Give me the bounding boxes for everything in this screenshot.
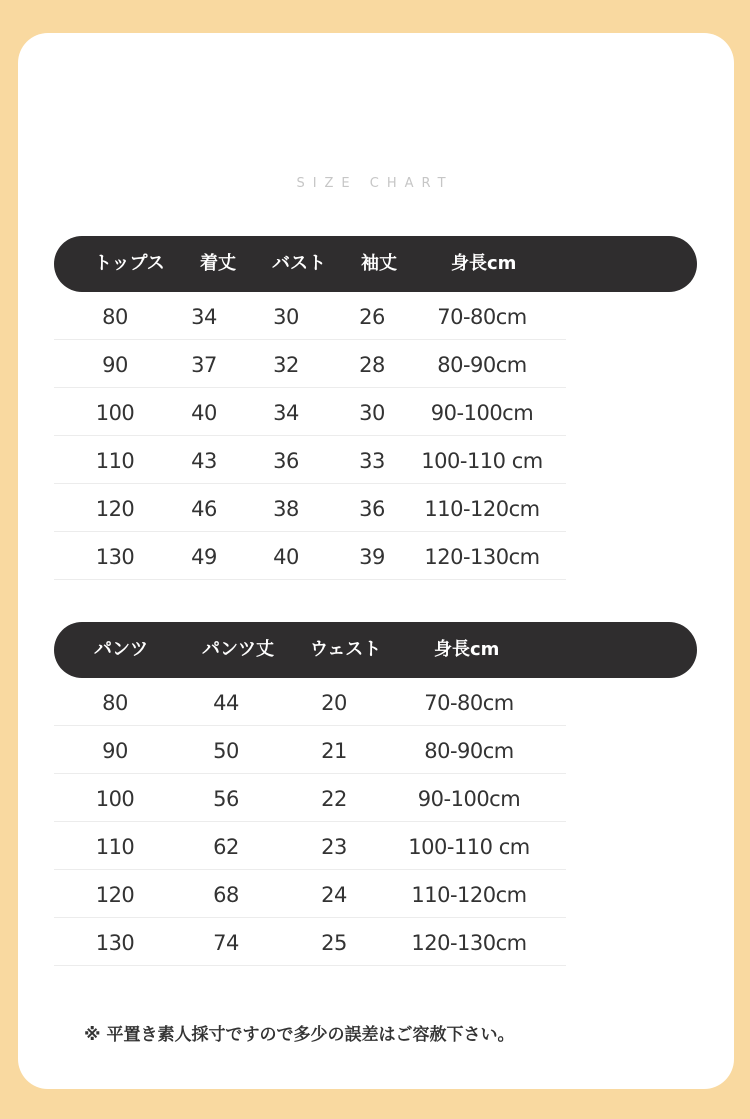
pants-cell-size: 110 (95, 835, 135, 859)
pants-cell-length: 56 (213, 787, 239, 811)
tops-header-length: 着丈 (200, 253, 236, 274)
pants-cell-waist: 20 (321, 691, 347, 715)
pants-cell-size: 90 (102, 739, 128, 763)
pants-cell-size: 130 (95, 931, 135, 955)
tops-cell-bust: 32 (273, 353, 299, 377)
tops-cell-bust: 34 (273, 401, 299, 425)
tops-cell-sleeve: 26 (359, 305, 385, 329)
table-row (54, 292, 697, 340)
table-row (54, 918, 697, 966)
pants-cell-height: 70-80cm (424, 691, 514, 715)
tops-header-row (54, 236, 697, 292)
pants-header-size: パンツ (94, 639, 148, 660)
pants-cell-waist: 25 (321, 931, 347, 955)
tops-cell-size: 100 (95, 401, 135, 425)
pants-cell-size: 80 (102, 691, 128, 715)
tops-cell-height: 80-90cm (437, 353, 527, 377)
tops-cell-height: 90-100cm (430, 401, 534, 425)
tops-cell-size: 80 (102, 305, 128, 329)
pants-header-row (54, 622, 697, 678)
pants-cell-size: 120 (95, 883, 135, 907)
pants-cell-length: 68 (213, 883, 239, 907)
pants-cell-size: 100 (95, 787, 135, 811)
tops-size-table (54, 236, 697, 580)
tops-header-bust: バスト (272, 253, 326, 274)
size-chart-subtitle: SIZE CHART (296, 176, 454, 191)
table-row (54, 484, 697, 532)
pants-cell-waist: 23 (321, 835, 347, 859)
tops-cell-height: 70-80cm (437, 305, 527, 329)
table-row (54, 388, 697, 436)
pants-header-waist: ウェスト (310, 639, 382, 660)
table-row (54, 340, 697, 388)
tops-cell-sleeve: 28 (359, 353, 385, 377)
pants-cell-length: 74 (213, 931, 239, 955)
tops-cell-length: 40 (191, 401, 217, 425)
tops-cell-length: 43 (191, 449, 217, 473)
table-row (54, 822, 697, 870)
tops-cell-height: 120-130cm (424, 545, 540, 569)
pants-cell-height: 90-100cm (417, 787, 521, 811)
pants-cell-length: 62 (213, 835, 239, 859)
measurement-note: ※ 平置き素人採寸ですので多少の誤差はご容赦下さい。 (84, 1025, 515, 1045)
tops-cell-length: 46 (191, 497, 217, 521)
pants-cell-height: 120-130cm (411, 931, 527, 955)
tops-cell-sleeve: 39 (359, 545, 385, 569)
pants-cell-height: 80-90cm (424, 739, 514, 763)
tops-cell-length: 34 (191, 305, 217, 329)
table-row (54, 870, 697, 918)
pants-header-height: 身長cm (434, 639, 500, 660)
tops-cell-height: 110-120cm (424, 497, 540, 521)
tops-header-size: トップス (94, 253, 165, 274)
pants-header-length: パンツ丈 (202, 639, 274, 660)
pants-cell-waist: 22 (321, 787, 347, 811)
tops-cell-size: 130 (95, 545, 135, 569)
tops-cell-sleeve: 36 (359, 497, 385, 521)
tops-cell-bust: 38 (273, 497, 299, 521)
tops-header-sleeve: 袖丈 (361, 253, 397, 274)
table-row (54, 436, 697, 484)
pants-cell-waist: 21 (321, 739, 347, 763)
table-row (54, 532, 697, 580)
pants-size-table (54, 622, 697, 966)
tops-cell-sleeve: 30 (359, 401, 385, 425)
table-row (54, 678, 697, 726)
tops-cell-size: 120 (95, 497, 135, 521)
tops-cell-sleeve: 33 (359, 449, 385, 473)
pants-cell-length: 50 (213, 739, 239, 763)
pants-cell-length: 44 (213, 691, 239, 715)
tops-cell-length: 49 (191, 545, 217, 569)
pants-cell-waist: 24 (321, 883, 347, 907)
tops-cell-bust: 40 (273, 545, 299, 569)
tops-cell-size: 110 (95, 449, 135, 473)
pants-cell-height: 110-120cm (411, 883, 527, 907)
tops-cell-size: 90 (102, 353, 128, 377)
pants-cell-height: 100-110 cm (408, 835, 530, 859)
tops-cell-height: 100-110 cm (421, 449, 543, 473)
table-row (54, 726, 697, 774)
tops-cell-bust: 36 (273, 449, 299, 473)
tops-cell-length: 37 (191, 353, 217, 377)
tops-header-height: 身長cm (451, 253, 517, 274)
tops-cell-bust: 30 (273, 305, 299, 329)
table-row (54, 774, 697, 822)
